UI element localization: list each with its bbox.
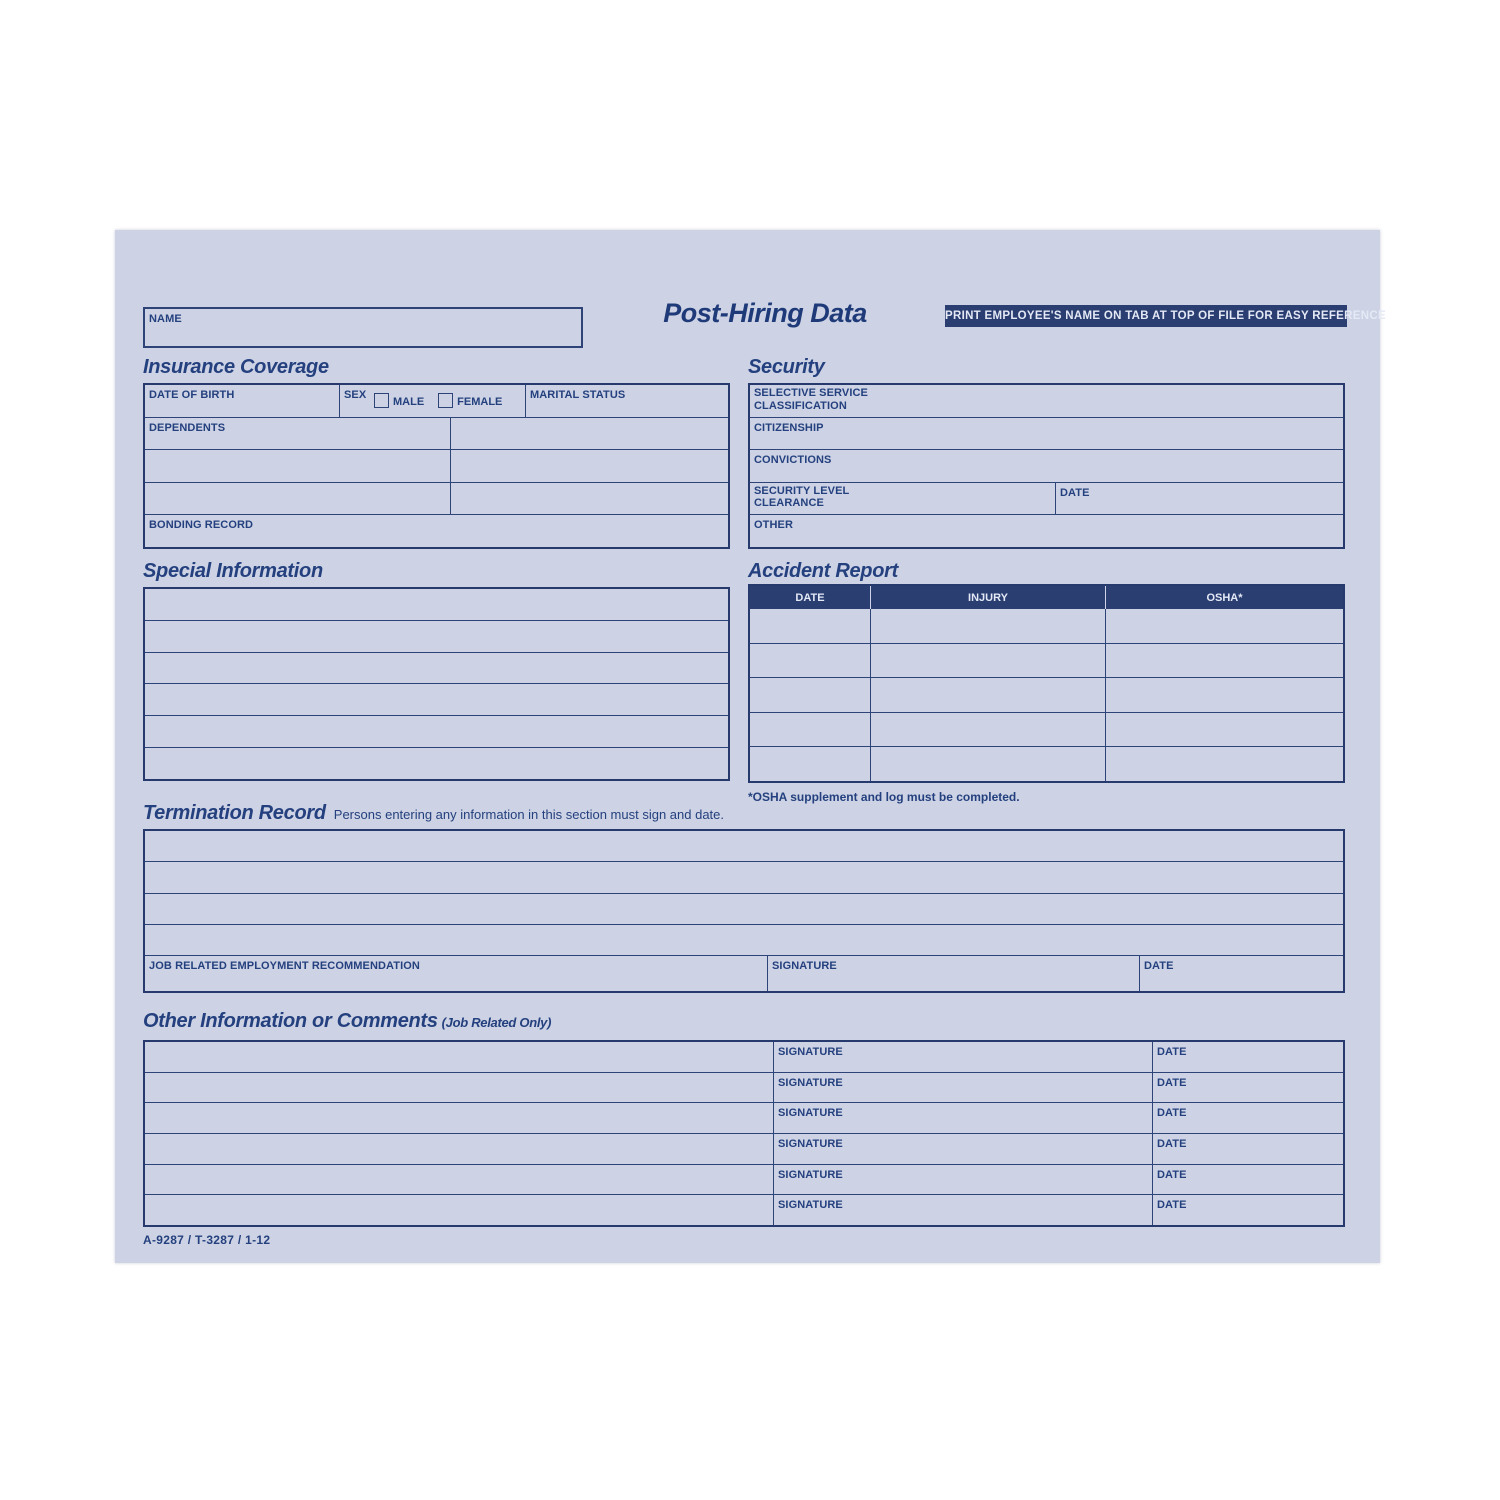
osha-footnote: *OSHA supplement and log must be completed. xyxy=(748,790,1020,804)
signature-label: SIGNATURE xyxy=(778,1168,843,1181)
citizenship-field[interactable] xyxy=(750,418,1343,450)
selective-service-label: SELECTIVE SERVICE CLASSIFICATION xyxy=(754,387,868,412)
citizenship-label: CITIZENSHIP xyxy=(754,421,824,434)
dependents-field-right[interactable] xyxy=(450,418,728,450)
special-information-blank-row[interactable] xyxy=(145,620,728,652)
accident-date-cell[interactable] xyxy=(750,678,870,712)
accident-report-row xyxy=(750,677,1343,712)
female-checkbox[interactable] xyxy=(438,393,453,408)
signature-label: SIGNATURE xyxy=(778,1046,843,1058)
accident-injury-cell[interactable] xyxy=(870,644,1105,678)
termination-recommendation-row xyxy=(145,955,1343,991)
selective-service-row xyxy=(750,385,1343,417)
security-date-field[interactable] xyxy=(1055,483,1343,515)
convictions-label: CONVICTIONS xyxy=(754,454,832,467)
insurance-coverage-box xyxy=(143,383,730,549)
other-information-row xyxy=(145,1133,1343,1164)
accident-osha-cell[interactable] xyxy=(1105,678,1343,712)
date-label: DATE xyxy=(1157,1138,1187,1151)
special-information-blank-row[interactable] xyxy=(145,589,728,620)
comment-field[interactable] xyxy=(145,1073,773,1103)
termination-signature-field[interactable] xyxy=(767,956,1139,991)
date-field[interactable] xyxy=(1152,1134,1343,1164)
accident-injury-cell[interactable] xyxy=(870,747,1105,781)
selective-service-field[interactable] xyxy=(750,385,1343,417)
signature-label: SIGNATURE xyxy=(778,1107,843,1120)
accident-injury-cell[interactable] xyxy=(870,609,1105,643)
other-information-row xyxy=(145,1164,1343,1195)
other-information-table xyxy=(143,1040,1345,1227)
accident-report-row xyxy=(750,712,1343,747)
termination-record-heading: Termination Record xyxy=(143,802,326,824)
accident-report-table xyxy=(748,584,1345,783)
name-field[interactable] xyxy=(143,307,583,348)
security-other-label: OTHER xyxy=(754,519,793,532)
other-information-heading xyxy=(143,1010,551,1033)
date-field[interactable] xyxy=(1152,1073,1343,1103)
security-level-clearance-label: SECURITY LEVEL CLEARANCE xyxy=(754,484,850,510)
termination-blank-row[interactable] xyxy=(145,893,1343,924)
special-information-blank-row[interactable] xyxy=(145,747,728,779)
date-field[interactable] xyxy=(1152,1165,1343,1195)
termination-blank-row[interactable] xyxy=(145,861,1343,892)
signature-field[interactable] xyxy=(773,1042,1152,1072)
comment-field[interactable] xyxy=(145,1042,773,1072)
accident-report-row xyxy=(750,609,1343,643)
signature-label: SIGNATURE xyxy=(778,1138,843,1151)
special-information-blank-row[interactable] xyxy=(145,715,728,747)
security-other-row xyxy=(750,514,1343,547)
termination-record-note: Persons entering any information in this section must sign and date. xyxy=(333,807,724,822)
marital-status-field[interactable] xyxy=(525,385,728,417)
security-heading: Security xyxy=(748,356,825,378)
dependents-blank-row xyxy=(145,482,728,515)
accident-report-header-row xyxy=(750,586,1343,609)
sex-checkbox-group xyxy=(374,393,502,408)
form-paper xyxy=(115,230,1386,1263)
accident-report-row xyxy=(750,746,1343,781)
accident-osha-column-header: OSHA* xyxy=(1105,586,1343,609)
accident-injury-cell[interactable] xyxy=(870,678,1105,712)
female-label: FEMALE xyxy=(457,395,503,408)
termination-date-field[interactable] xyxy=(1139,956,1343,991)
convictions-field[interactable] xyxy=(750,450,1343,482)
comment-field[interactable] xyxy=(145,1134,773,1164)
bonding-record-label: BONDING RECORD xyxy=(149,519,254,532)
security-level-row xyxy=(750,482,1343,515)
accident-osha-cell[interactable] xyxy=(1105,747,1343,781)
dependents-field[interactable] xyxy=(145,418,450,450)
sex-field xyxy=(339,385,525,417)
signature-field[interactable] xyxy=(773,1195,1152,1225)
accident-report-row xyxy=(750,643,1343,678)
date-of-birth-label: DATE OF BIRTH xyxy=(149,389,235,401)
date-label: DATE xyxy=(1144,960,1174,972)
signature-field[interactable] xyxy=(773,1103,1152,1133)
accident-date-cell[interactable] xyxy=(750,644,870,678)
bonding-record-field[interactable] xyxy=(145,515,728,547)
special-information-heading: Special Information xyxy=(143,560,323,582)
marital-status-label: MARITAL STATUS xyxy=(530,389,626,401)
other-information-row xyxy=(145,1072,1343,1103)
signature-label: SIGNATURE xyxy=(778,1076,843,1089)
accident-date-cell[interactable] xyxy=(750,747,870,781)
security-date-label: DATE xyxy=(1060,486,1090,499)
dependents-row xyxy=(145,417,728,450)
insurance-coverage-heading: Insurance Coverage xyxy=(143,356,329,378)
date-field[interactable] xyxy=(1152,1042,1343,1072)
job-recommendation-field[interactable] xyxy=(145,956,767,991)
accident-report-body xyxy=(750,609,1343,781)
form-title: Post-Hiring Data xyxy=(663,298,867,328)
date-label: DATE xyxy=(1157,1076,1187,1089)
date-label: DATE xyxy=(1157,1168,1187,1181)
name-label: NAME xyxy=(149,313,182,325)
termination-record-box xyxy=(143,829,1345,993)
dependents-blank-right[interactable] xyxy=(450,483,728,515)
special-information-blank-row[interactable] xyxy=(145,683,728,715)
dependents-blank-left[interactable] xyxy=(145,483,450,515)
special-information-blank-row[interactable] xyxy=(145,652,728,684)
termination-blank-row[interactable] xyxy=(145,924,1343,955)
other-information-heading-suffix: (Job Related Only) xyxy=(441,1015,552,1030)
signature-label: SIGNATURE xyxy=(778,1199,843,1212)
male-label: MALE xyxy=(393,395,425,408)
date-label: DATE xyxy=(1157,1046,1187,1058)
job-recommendation-label: JOB RELATED EMPLOYMENT RECOMMENDATION xyxy=(149,960,420,972)
date-field[interactable] xyxy=(1152,1103,1343,1133)
citizenship-row xyxy=(750,417,1343,450)
other-information-heading-text: Other Information or Comments xyxy=(143,1010,438,1032)
insurance-row-1 xyxy=(145,385,728,417)
dependents-blank-right[interactable] xyxy=(450,450,728,482)
form-number: A-9287 / T-3287 / 1-12 xyxy=(143,1233,271,1247)
termination-blank-row[interactable] xyxy=(145,831,1343,861)
sex-label: SEX xyxy=(344,389,367,401)
other-information-row xyxy=(145,1194,1343,1225)
signature-field[interactable] xyxy=(773,1165,1152,1195)
accident-report-heading: Accident Report xyxy=(748,560,898,582)
accident-osha-cell[interactable] xyxy=(1105,713,1343,747)
accident-injury-cell[interactable] xyxy=(870,713,1105,747)
dependents-blank-row xyxy=(145,449,728,482)
bonding-record-row xyxy=(145,514,728,547)
accident-osha-cell[interactable] xyxy=(1105,644,1343,678)
date-of-birth-field[interactable] xyxy=(145,385,339,417)
other-information-row xyxy=(145,1102,1343,1133)
security-other-field[interactable] xyxy=(750,515,1343,547)
dependents-label: DEPENDENTS xyxy=(149,421,226,434)
security-level-clearance-field[interactable] xyxy=(750,483,1055,515)
accident-osha-cell[interactable] xyxy=(1105,609,1343,643)
signature-label: SIGNATURE xyxy=(772,960,837,972)
dependents-blank-left[interactable] xyxy=(145,450,450,482)
security-box xyxy=(748,383,1345,549)
other-information-row xyxy=(145,1042,1343,1072)
signature-field[interactable] xyxy=(773,1134,1152,1164)
male-checkbox[interactable] xyxy=(374,393,389,408)
date-field[interactable] xyxy=(1152,1195,1343,1225)
termination-record-heading-line xyxy=(143,802,724,825)
reference-banner: PRINT EMPLOYEE'S NAME ON TAB AT TOP OF FILE FOR EASY REFERENCE xyxy=(945,305,1347,327)
comment-field[interactable] xyxy=(145,1195,773,1225)
convictions-row xyxy=(750,449,1343,482)
comment-field[interactable] xyxy=(145,1165,773,1195)
comment-field[interactable] xyxy=(145,1103,773,1133)
date-label: DATE xyxy=(1157,1199,1187,1212)
accident-date-cell[interactable] xyxy=(750,713,870,747)
accident-date-column-header: DATE xyxy=(795,591,825,604)
accident-injury-column-header: INJURY xyxy=(870,586,1105,609)
date-label: DATE xyxy=(1157,1107,1187,1120)
special-information-box xyxy=(143,587,730,781)
signature-field[interactable] xyxy=(773,1073,1152,1103)
accident-date-cell[interactable] xyxy=(750,609,870,643)
